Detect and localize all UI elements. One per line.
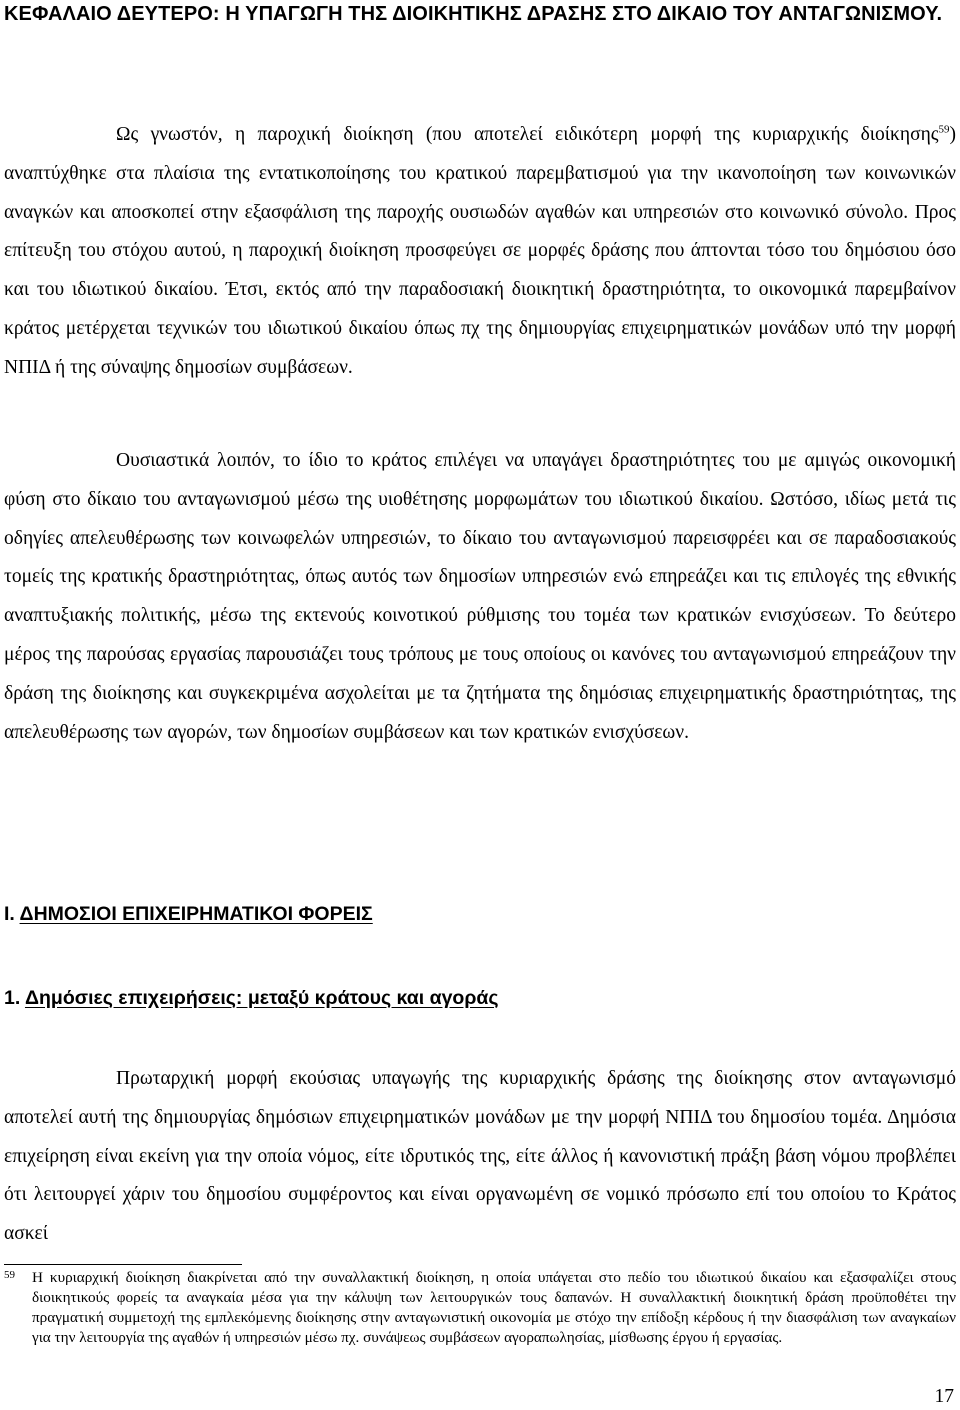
section-heading-i: [4, 900, 373, 928]
subsection-heading-1: [4, 984, 499, 1012]
footnote-reference[interactable]: 59: [938, 123, 950, 136]
subsection-number: 1.: [4, 987, 21, 1009]
paragraph-1: [4, 116, 956, 388]
section-title: ΔΗΜΟΣΙΟΙ ΕΠΙΧΕΙΡΗΜΑΤΙΚΟΙ ΦΟΡΕΙΣ: [19, 903, 373, 925]
paragraph-3: [4, 1060, 956, 1254]
section-number: Ι.: [4, 903, 15, 925]
paragraph-1-text-start: Ως γνωστόν, η παροχική διοίκηση (που αποτελεί ειδικότερη μορφή της κυριαρχικής διοίκησης: [116, 124, 939, 145]
footnote-mark: 59: [4, 1269, 15, 1281]
paragraph-2: [4, 442, 956, 752]
paragraph-1-text-end: ) αναπτύχθηκε στα πλαίσια της εντατικοποίησης του κρατικού παρεμβατισμού για την ικανοποίηση των κοινωνικών αναγκών και αποσκοπεί στην εξασφάλιση της παροχής ουσιωδών αγαθών και υπηρεσιών στο κοινωνικό σύνολο. Προς επίτευξη του στόχου αυτού, η παροχική διοίκηση προσφεύγει σε μορφές δράσης που άπτονται τόσο του δημόσιου όσο και του ιδιωτικού δικαίου. Έτσι, εκτός από την παραδοσιακή διοικητική δραστηριότητα, το οικονομικά παρεμβαίνον κράτος μετέρχεται τεχνικών του ιδιωτικού δικαίου όπως πχ της δημιουργίας επιχειρηματικών μονάδων υπό την μορφή ΝΠΙΔ ή της σύναψης δημοσίων συμβάσεων.: [4, 124, 956, 378]
footnote-text: Η κυριαρχική διοίκηση διακρίνεται από την συναλλακτική διοίκηση, η οποία υπάγεται στο πεδίο του ιδιωτικού δικαίου και εξασφαλίζει στους διοικητικούς φορείς τα αναγκαία μέσα για την κάλυψη των λειτουργικών τους δαπανών. Η συναλλακτική διοικητική δράση προϋποθέτει την πραγματική συμμετοχή της εμπλεκόμενης διοίκησης στην ανταγωνιστική οικονομία με στόχο την επίδοξη κέρδους ή την διασφάλιση των αναγκαίων για την λειτουργία της αγαθών ή υπηρεσιών μέσω πχ. συνάψεως συμβάσεων αγοραπωλησίας, μίσθωσης έργου ή εργασίας.: [32, 1269, 956, 1346]
footnote-separator: [4, 1264, 242, 1265]
page-number: 17: [934, 1386, 954, 1407]
subsection-title: Δημόσιες επιχειρήσεις: μεταξύ κράτους και αγοράς: [24, 987, 499, 1009]
paragraph-3-text: Πρωταρχική μορφή εκούσιας υπαγωγής της κυριαρχικής δράσης της διοίκησης στον ανταγωνισμό αποτελεί αυτή της δημιουργίας δημόσιων επιχειρηματικών μονάδων με την μορφή ΝΠΙΔ του δημοσίου τομέα. Δημόσια επιχείρηση είναι εκείνη για την οποία νόμος, είτε ιδρυτικός της, είτε άλλος ή κανονιστική πράξη βάση νόμου προβλέπει ότι λειτουργεί χάριν του δημοσίου συμφέροντος και είναι οργανωμένη σε νομικό πρόσωπο επί του οποίου το Κράτος ασκεί: [4, 1068, 956, 1245]
footnote: [4, 1268, 956, 1348]
paragraph-2-text: Ουσιαστικά λοιπόν, το ίδιο το κράτος επιλέγει να υπαγάγει δραστηριότητες του με αμιγώς οικονομική φύση στο δίκαιο του ανταγωνισμού μέσω της υιοθέτησης μορφωμάτων του ιδιωτικού δικαίου. Ωστόσο, ιδίως μετά τις οδηγίες απελευθέρωσης των κοινωφελών υπηρεσιών, το δίκαιο του ανταγωνισμού παρεισφρέει και σε παραδοσιακούς τομείς της κρατικής δραστηριότητας, όπως αυτός των δημοσίων υπηρεσιών ενώ επηρεάζει και τις επιλογές της εθνικής αναπτυξιακής πολιτικής, μέσω της εκτενούς κοινοτικού ρύθμισης του τομέα των κρατικών ενισχύσεων. Το δεύτερο μέρος της παρούσας εργασίας παρουσιάζει τους τρόπους με τους οποίους οι κανόνες του ανταγωνισμού επηρεάζουν την δράση της διοίκησης και συγκεκριμένα ασχολείται με τα ζητήματα της δημόσιας επιχειρηματικής δραστηριότητας, της απελευθέρωσης των αγορών, των δημοσίων συμβάσεων και των κρατικών ενισχύσεων.: [4, 450, 956, 743]
chapter-heading: ΚΕΦΑΛΑΙΟ ΔΕΥΤΕΡΟ: Η ΥΠΑΓΩΓΗ ΤΗΣ ΔΙΟΙΚΗΤΙΚΗΣ ΔΡΑΣΗΣ ΣΤΟ ΔΙΚΑΙΟ ΤΟΥ ΑΝΤΑΓΩΝΙΣΜΟΥ.: [4, 3, 943, 25]
